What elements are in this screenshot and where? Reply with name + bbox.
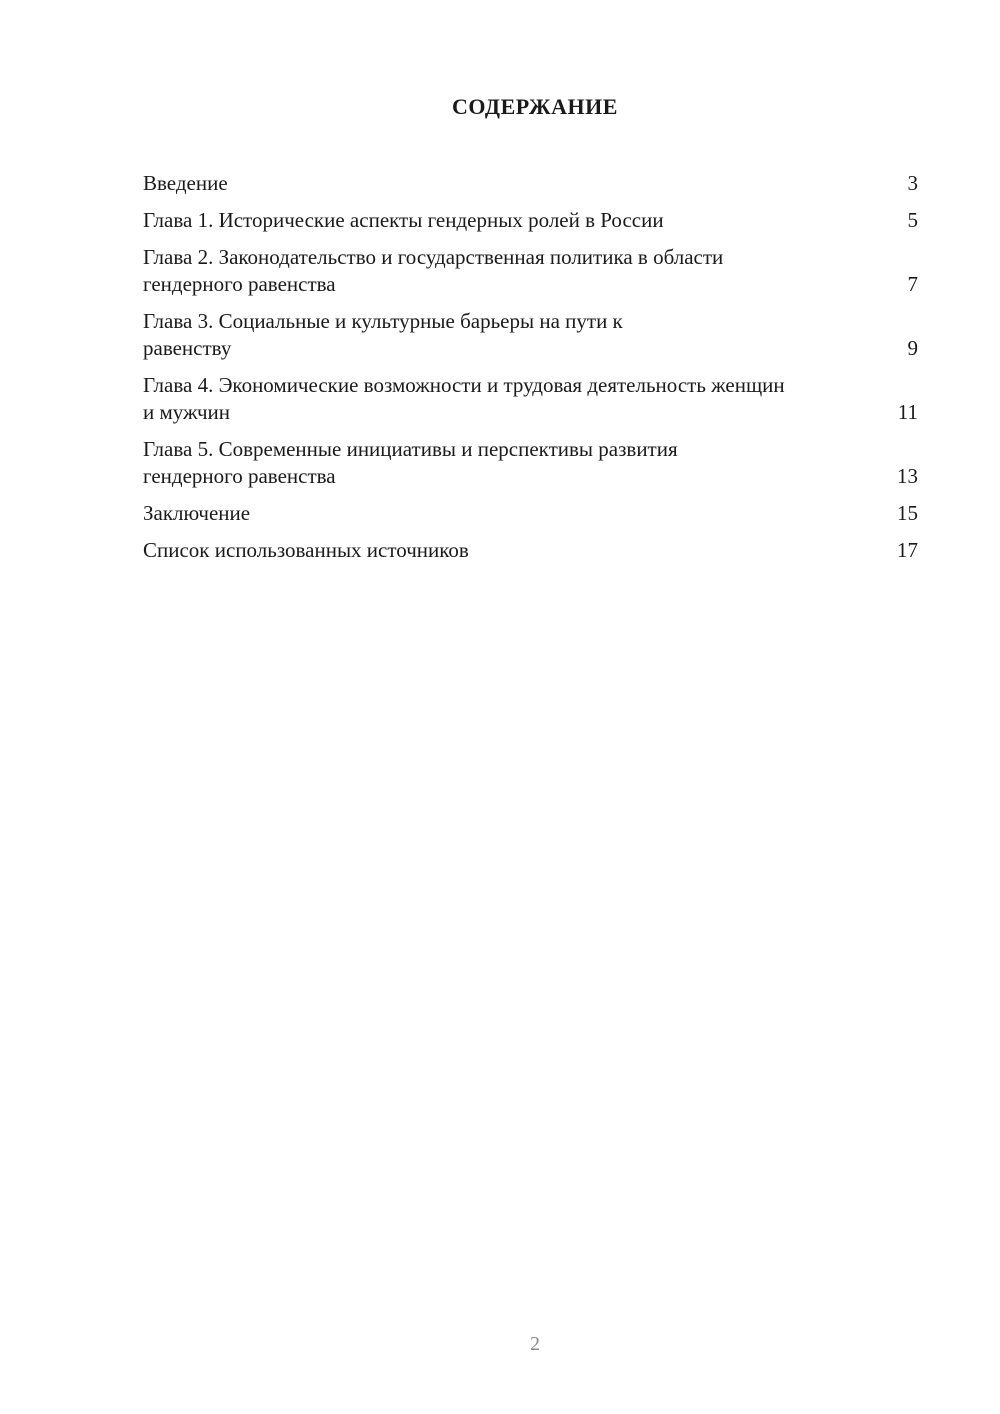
toc-entry-title: Глава 1. Исторические аспекты гендерных ролей в России	[143, 208, 664, 232]
toc-entry-title: Глава 2. Законодательство и государственная политика в области гендерного равенства	[143, 245, 724, 296]
toc-entry-title: Список использованных источников	[143, 538, 469, 562]
toc-entry-page-number: 17	[897, 538, 918, 562]
toc-entry-page-number: 9	[907, 336, 918, 360]
toc-heading: СОДЕРЖАНИЕ	[452, 94, 618, 119]
toc-entry-title: Введение	[143, 171, 228, 195]
toc-entry-introduction	[143, 170, 918, 197]
toc-entry-title: Заключение	[143, 501, 251, 525]
toc-entry-title: Глава 3. Социальные и культурные барьеры на пути к равенству	[143, 309, 623, 360]
toc-entry-chapter-1	[143, 207, 918, 234]
toc-entry-chapter-3	[143, 308, 918, 362]
toc-entry-chapter-5	[143, 436, 918, 490]
toc-entry-page-number: 5	[907, 208, 918, 232]
toc-entry-conclusion	[143, 500, 918, 527]
toc-entry-title: Глава 4. Экономические возможности и трудовая деятельность женщин и мужчин	[143, 373, 785, 424]
toc-entry-page-number: 11	[897, 400, 918, 424]
toc-entry-page-number: 7	[907, 272, 918, 296]
toc-entry-page-number: 15	[897, 501, 918, 525]
toc-entry-chapter-2	[143, 244, 918, 298]
toc-entry-page-number: 13	[897, 464, 918, 488]
toc-entry-references	[143, 537, 918, 564]
table-of-contents	[143, 170, 918, 574]
toc-entry-page-number: 3	[907, 171, 918, 195]
toc-entry-chapter-4	[143, 372, 918, 426]
toc-entry-title: Глава 5. Современные инициативы и перспективы развития гендерного равенства	[143, 437, 678, 488]
page-number: 2	[530, 1333, 540, 1355]
